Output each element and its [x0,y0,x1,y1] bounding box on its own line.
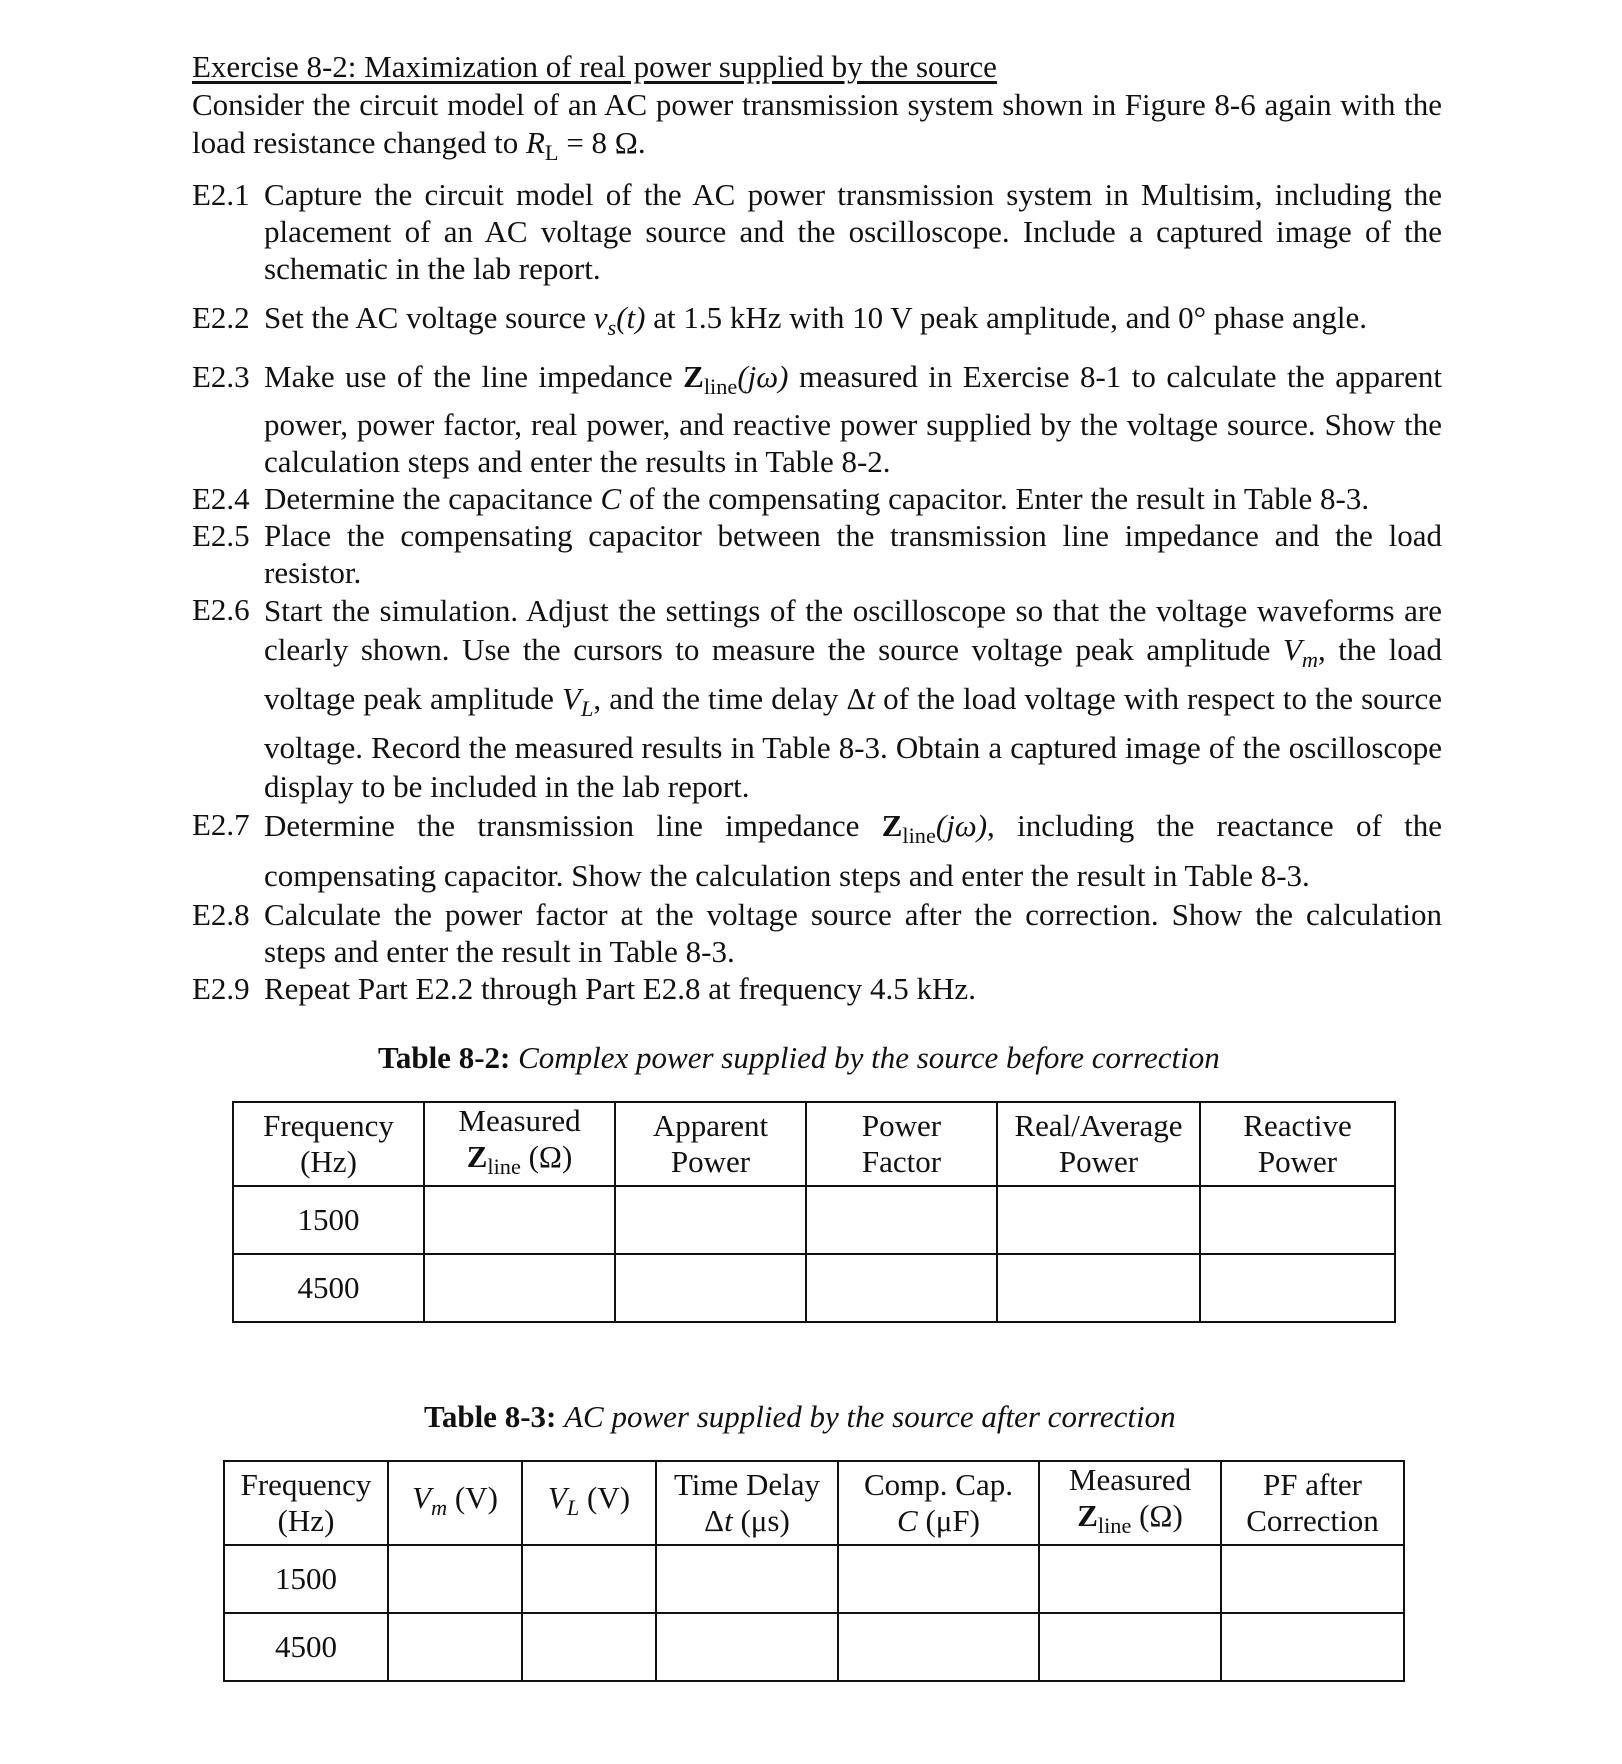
table-header-row [224,1461,1404,1545]
empty-cell [522,1545,656,1613]
empty-cell [1039,1545,1221,1613]
header-vl: $V_L$ (V) [522,1461,656,1545]
step-item: E2.9 Repeat Part E2.2 through Part E2.8 at frequency 4.5 kHz. [192,971,976,1007]
empty-cell [1039,1613,1221,1681]
step-item: E2.7 Determine the transmission line impedance $Z_{line}(j\omega)$, including the reactance of the compensating capacitor. Show the calculation steps and enter the result in Table 8-3. [192,806,1442,894]
exercise-title: Exercise 8-2: Maximization of real power supplied by the source [192,49,997,84]
empty-cell [997,1186,1200,1254]
header-measured-zline: Measured $Z_{line}$ (Ω) [424,1102,615,1186]
header-comp-cap: Comp. Cap. C (μF) [838,1461,1039,1545]
step-item: E2.6 Start the simulation. Adjust the settings of the oscilloscope so that the voltage waveforms are clearly shown. Use the cursors to measure the source voltage peak amplitude $V_m$, the load voltage peak amplitude $V_L$, and the time delay Δt of the load voltage with respect to the source voltage. Record the measured results in Table 8-3. Obtain a captured image of the oscilloscope display to be included in the lab report. [192,591,1443,804]
step-item: E2.3 Make use of the line impedance $Z_{line}(j\omega)$ measured in Exercise 8-1 to calculate the apparent power, power factor, real power, and reactive power supplied by the voltage source. Show the calculation steps and enter the results in Table 8-2. [192,359,1442,479]
step-item: E2.5 Place the compensating capacitor between the transmission line impedance and the load resistor. [192,517,1442,590]
header-frequency: Frequency (Hz) [224,1461,388,1545]
header-pf-after: PF after Correction [1221,1461,1404,1545]
empty-cell [997,1254,1200,1322]
empty-cell [806,1254,997,1322]
header-vm: $V_m$ (V) [388,1461,522,1545]
table-row [224,1545,1404,1613]
empty-cell [838,1613,1039,1681]
empty-cell [424,1254,615,1322]
empty-cell [522,1613,656,1681]
row-frequency: 1500 [224,1545,388,1613]
table-row [233,1254,1395,1322]
row-frequency: 4500 [233,1254,424,1322]
exercise-intro: Consider the circuit model of an AC power transmission system shown in Figure 8-6 again with the load resistance changed to $R_L = 8$ Ω. [192,87,1442,166]
header-power-factor: Power Factor [806,1102,997,1186]
empty-cell [1221,1613,1404,1681]
header-reactive-power: Reactive Power [1200,1102,1395,1186]
table-row [224,1613,1404,1681]
empty-cell [1200,1254,1395,1322]
table-8-3 [223,1460,1405,1682]
row-frequency: 1500 [233,1186,424,1254]
empty-cell [424,1186,615,1254]
table-row [233,1186,1395,1254]
empty-cell [1200,1186,1395,1254]
exercise-steps [192,176,1442,1007]
step-item: E2.2 Set the AC voltage source $v_s(t)$ at 1.5 kHz with 10 V peak amplitude, and 0° phase angle. [192,300,1367,341]
empty-cell [838,1545,1039,1613]
header-real-power: Real/Average Power [997,1102,1200,1186]
empty-cell [656,1613,838,1681]
header-apparent-power: Apparent Power [615,1102,806,1186]
empty-cell [615,1186,806,1254]
table-header-row [233,1102,1395,1186]
header-time-delay: Time Delay Δt (μs) [656,1461,838,1545]
row-frequency: 4500 [224,1613,388,1681]
document-page [192,48,1442,1007]
header-measured-zline: Measured $Z_{line}$ (Ω) [1039,1461,1221,1545]
step-item: E2.1 Capture the circuit model of the AC power transmission system in Multisim, including the placement of an AC voltage source and the oscilloscope. Include a captured image of the schematic in the lab report. [192,177,1442,287]
empty-cell [388,1613,522,1681]
empty-cell [656,1545,838,1613]
table-8-2-caption: Table 8-2: Complex power supplied by the source before correction [378,1040,1220,1075]
empty-cell [388,1545,522,1613]
empty-cell [806,1186,997,1254]
table-8-3-caption: Table 8-3: AC power supplied by the source after correction [424,1399,1176,1434]
empty-cell [615,1254,806,1322]
empty-cell [1221,1545,1404,1613]
table-8-2 [232,1101,1396,1323]
step-item: E2.8 Calculate the power factor at the voltage source after the correction. Show the calculation steps and enter the result in Table 8-3. [192,897,1442,970]
header-frequency: Frequency (Hz) [233,1102,424,1186]
step-item: E2.4 Determine the capacitance C of the compensating capacitor. Enter the result in Table 8-3. [192,480,1370,516]
